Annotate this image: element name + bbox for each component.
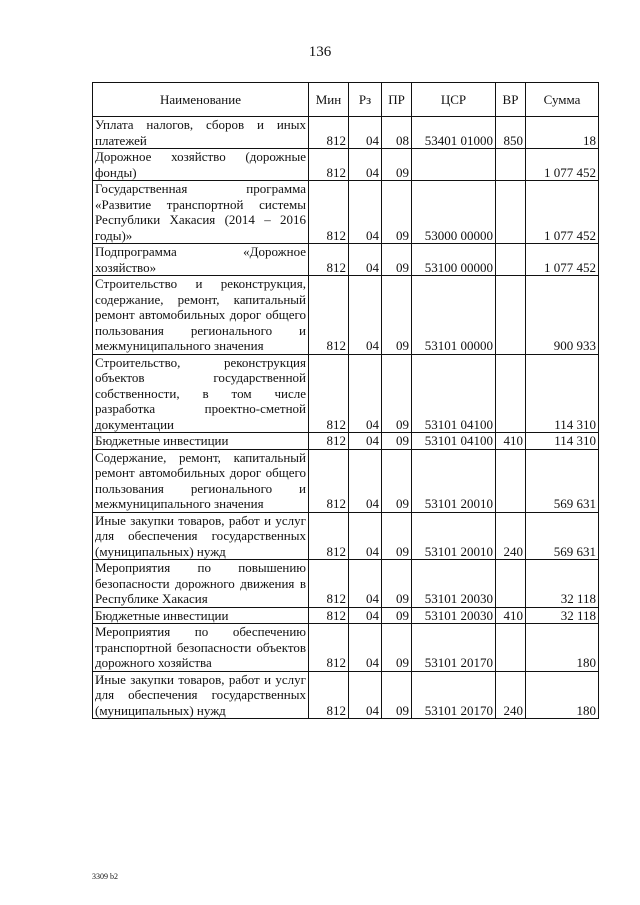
cell-name: Подпрограмма «Дорожное хозяйство» [93, 244, 309, 276]
cell-csr: 53101 20030 [412, 607, 496, 624]
table-row [93, 624, 599, 672]
cell-sum: 569 631 [526, 449, 599, 512]
cell-name: Строительство, реконструкция объектов государственной собственности, в том числе разработка проектно-сметной документации [93, 354, 309, 433]
cell-vr: 240 [496, 512, 526, 560]
cell-min: 812 [309, 181, 349, 244]
table-row [93, 671, 599, 719]
cell-min: 812 [309, 149, 349, 181]
cell-pr: 09 [382, 433, 412, 450]
cell-name: Иные закупки товаров, работ и услуг для обеспечения государственных (муниципальных) нужд [93, 671, 309, 719]
table-row [93, 607, 599, 624]
cell-rz: 04 [349, 117, 382, 149]
cell-csr: 53101 20030 [412, 560, 496, 608]
cell-name: Мероприятия по повышению безопасности дорожного движения в Республике Хакасия [93, 560, 309, 608]
cell-min: 812 [309, 244, 349, 276]
cell-min: 812 [309, 117, 349, 149]
cell-vr [496, 354, 526, 433]
cell-min: 812 [309, 433, 349, 450]
cell-pr: 09 [382, 276, 412, 355]
cell-pr: 09 [382, 512, 412, 560]
cell-sum: 1 077 452 [526, 181, 599, 244]
cell-vr [496, 449, 526, 512]
cell-rz: 04 [349, 512, 382, 560]
cell-rz: 04 [349, 149, 382, 181]
cell-sum: 900 933 [526, 276, 599, 355]
cell-vr [496, 149, 526, 181]
cell-sum: 180 [526, 671, 599, 719]
cell-pr: 09 [382, 560, 412, 608]
header-vr: ВР [496, 83, 526, 117]
footer-code: 3309 b2 [92, 872, 118, 881]
cell-sum: 1 077 452 [526, 244, 599, 276]
cell-vr: 240 [496, 671, 526, 719]
cell-vr [496, 181, 526, 244]
cell-pr: 09 [382, 149, 412, 181]
cell-name: Дорожное хозяйство (дорожные фонды) [93, 149, 309, 181]
cell-pr: 09 [382, 181, 412, 244]
table-row [93, 560, 599, 608]
cell-rz: 04 [349, 181, 382, 244]
budget-table [92, 82, 599, 719]
cell-pr: 09 [382, 354, 412, 433]
cell-pr: 09 [382, 607, 412, 624]
cell-pr: 09 [382, 244, 412, 276]
table-row [93, 117, 599, 149]
cell-csr [412, 149, 496, 181]
cell-rz: 04 [349, 276, 382, 355]
cell-min: 812 [309, 512, 349, 560]
cell-name: Бюджетные инвестиции [93, 607, 309, 624]
cell-name: Содержание, ремонт, капитальный ремонт автомобильных дорог общего пользования регионального и межмуниципального значения [93, 449, 309, 512]
cell-pr: 08 [382, 117, 412, 149]
header-min: Мин [309, 83, 349, 117]
cell-min: 812 [309, 624, 349, 672]
table-row [93, 276, 599, 355]
cell-sum: 114 310 [526, 433, 599, 450]
cell-vr: 410 [496, 607, 526, 624]
cell-sum: 569 631 [526, 512, 599, 560]
table-row [93, 149, 599, 181]
cell-rz: 04 [349, 354, 382, 433]
cell-vr [496, 244, 526, 276]
cell-csr: 53101 00000 [412, 276, 496, 355]
cell-name: Мероприятия по обеспечению транспортной безопасности объектов дорожного хозяйства [93, 624, 309, 672]
cell-min: 812 [309, 354, 349, 433]
cell-csr: 53100 00000 [412, 244, 496, 276]
table-row [93, 449, 599, 512]
cell-csr: 53101 04100 [412, 433, 496, 450]
table-header-row [93, 83, 599, 117]
header-pr: ПР [382, 83, 412, 117]
cell-pr: 09 [382, 671, 412, 719]
table-row [93, 433, 599, 450]
cell-vr [496, 624, 526, 672]
cell-min: 812 [309, 276, 349, 355]
cell-sum: 32 118 [526, 560, 599, 608]
cell-pr: 09 [382, 449, 412, 512]
cell-csr: 53101 20010 [412, 512, 496, 560]
cell-vr [496, 560, 526, 608]
cell-name: Строительство и реконструкция, содержание, ремонт, капитальный ремонт автомобильных дорог общего пользования регионального и межмуниципального значения [93, 276, 309, 355]
cell-rz: 04 [349, 449, 382, 512]
cell-name: Уплата налогов, сборов и иных платежей [93, 117, 309, 149]
cell-csr: 53101 04100 [412, 354, 496, 433]
table-row [93, 244, 599, 276]
cell-csr: 53401 01000 [412, 117, 496, 149]
cell-min: 812 [309, 449, 349, 512]
cell-sum: 114 310 [526, 354, 599, 433]
header-sum: Сумма [526, 83, 599, 117]
cell-csr: 53101 20170 [412, 671, 496, 719]
cell-pr: 09 [382, 624, 412, 672]
cell-csr: 53101 20170 [412, 624, 496, 672]
cell-rz: 04 [349, 433, 382, 450]
cell-csr: 53101 20010 [412, 449, 496, 512]
cell-rz: 04 [349, 671, 382, 719]
cell-min: 812 [309, 560, 349, 608]
header-name: Наименование [93, 83, 309, 117]
table-row [93, 512, 599, 560]
cell-min: 812 [309, 671, 349, 719]
header-csr: ЦСР [412, 83, 496, 117]
cell-name: Государственная программа «Развитие транспортной системы Республики Хакасия (2014 – 2016 годы)» [93, 181, 309, 244]
cell-sum: 1 077 452 [526, 149, 599, 181]
cell-rz: 04 [349, 244, 382, 276]
cell-rz: 04 [349, 607, 382, 624]
cell-sum: 32 118 [526, 607, 599, 624]
cell-name: Иные закупки товаров, работ и услуг для обеспечения государственных (муниципальных) нужд [93, 512, 309, 560]
cell-min: 812 [309, 607, 349, 624]
cell-vr: 850 [496, 117, 526, 149]
cell-sum: 18 [526, 117, 599, 149]
cell-name: Бюджетные инвестиции [93, 433, 309, 450]
header-rz: Рз [349, 83, 382, 117]
cell-rz: 04 [349, 560, 382, 608]
cell-vr [496, 276, 526, 355]
cell-rz: 04 [349, 624, 382, 672]
page-number: 136 [308, 44, 332, 60]
cell-csr: 53000 00000 [412, 181, 496, 244]
cell-vr: 410 [496, 433, 526, 450]
table-row [93, 181, 599, 244]
cell-sum: 180 [526, 624, 599, 672]
table-row [93, 354, 599, 433]
